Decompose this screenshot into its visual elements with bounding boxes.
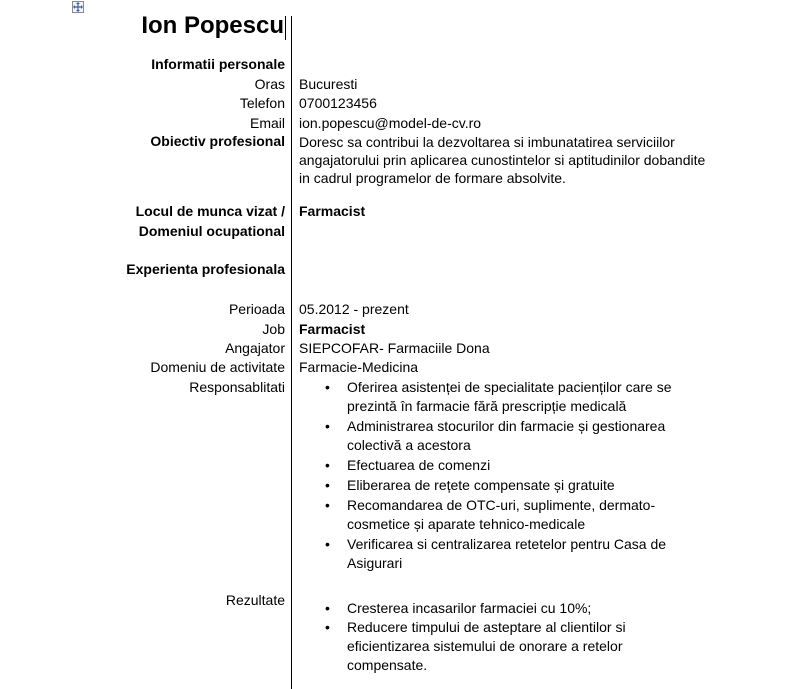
responsibilities-label: Responsablitati [189, 379, 285, 395]
list-item: • Cresterea incasarilor farmaciei cu 10%; [325, 600, 592, 616]
bullet-icon: • [325, 418, 330, 434]
list-item: • Reducere timpului de asteptare al clientilor si eficientizarea sistemului de onorare a retelor compensate. [325, 619, 626, 673]
phone-value: 0700123456 [299, 95, 377, 111]
job-label: Job [262, 321, 285, 337]
list-item: • Oferirea asistenței de specialitate pacienților care se prezintă în farmacie fără prescripție medicală [325, 379, 672, 414]
results-list [299, 599, 699, 675]
target-job-label-line2: Domeniul ocupational [138, 223, 285, 239]
bullet-icon: • [325, 619, 330, 635]
employer-value: SIEPCOFAR- Farmaciile Dona [299, 340, 490, 356]
list-item: • Recomandarea de OTC-uri, suplimente, dermato-cosmetice și aparate tehnico-medicale [325, 497, 656, 532]
city-label: Oras [254, 76, 285, 92]
bullet-icon: • [325, 457, 330, 473]
domain-label: Domeniu de activitate [150, 359, 285, 375]
responsibilities-list [299, 378, 699, 574]
bullet-icon: • [325, 600, 330, 616]
domain-value: Farmacie-Medicina [299, 359, 419, 375]
bullet-icon: • [325, 379, 330, 395]
experience-heading: Experienta profesionala [126, 261, 285, 277]
employer-label: Angajator [225, 340, 285, 356]
target-job-label-line1: Locul de munca vizat / [135, 203, 285, 219]
phone-label: Telefon [239, 95, 285, 111]
period-label: Perioada [228, 301, 285, 317]
job-value: Farmacist [299, 321, 366, 337]
city-value: Bucuresti [299, 76, 358, 92]
bullet-icon: • [325, 497, 330, 513]
results-label: Rezultate [225, 592, 285, 608]
cv-name: Ion Popescu [141, 12, 284, 39]
objective-text: Doresc sa contribui la dezvoltarea si imbunatatirea serviciilor angajatorului prin aplicarea cunostintelor si aptitudinilor dobandite in cadrul programelor de formare absolvite. [299, 134, 706, 186]
text-cursor [285, 16, 286, 40]
email-value[interactable]: ion.popescu@model-de-cv.ro [299, 115, 482, 131]
target-job-value: Farmacist [299, 203, 366, 219]
period-value: 05.2012 - prezent [299, 301, 409, 317]
personal-info-heading: Informatii personale [151, 56, 285, 72]
bullet-icon: • [325, 477, 330, 493]
objective-label: Obiectiv profesional [150, 133, 285, 149]
column-divider [291, 16, 292, 689]
list-item: • Efectuarea de comenzi [325, 457, 491, 473]
list-item: • Eliberarea de rețete compensate și gratuite [325, 477, 615, 493]
email-label: Email [249, 115, 285, 131]
list-item: • Verificarea si centralizarea retetelor pentru Casa de Asigurari [325, 536, 667, 571]
list-item: • Administrarea stocurilor din farmacie și gestionarea colectivă a acestora [325, 418, 666, 453]
bullet-icon: • [325, 536, 330, 552]
